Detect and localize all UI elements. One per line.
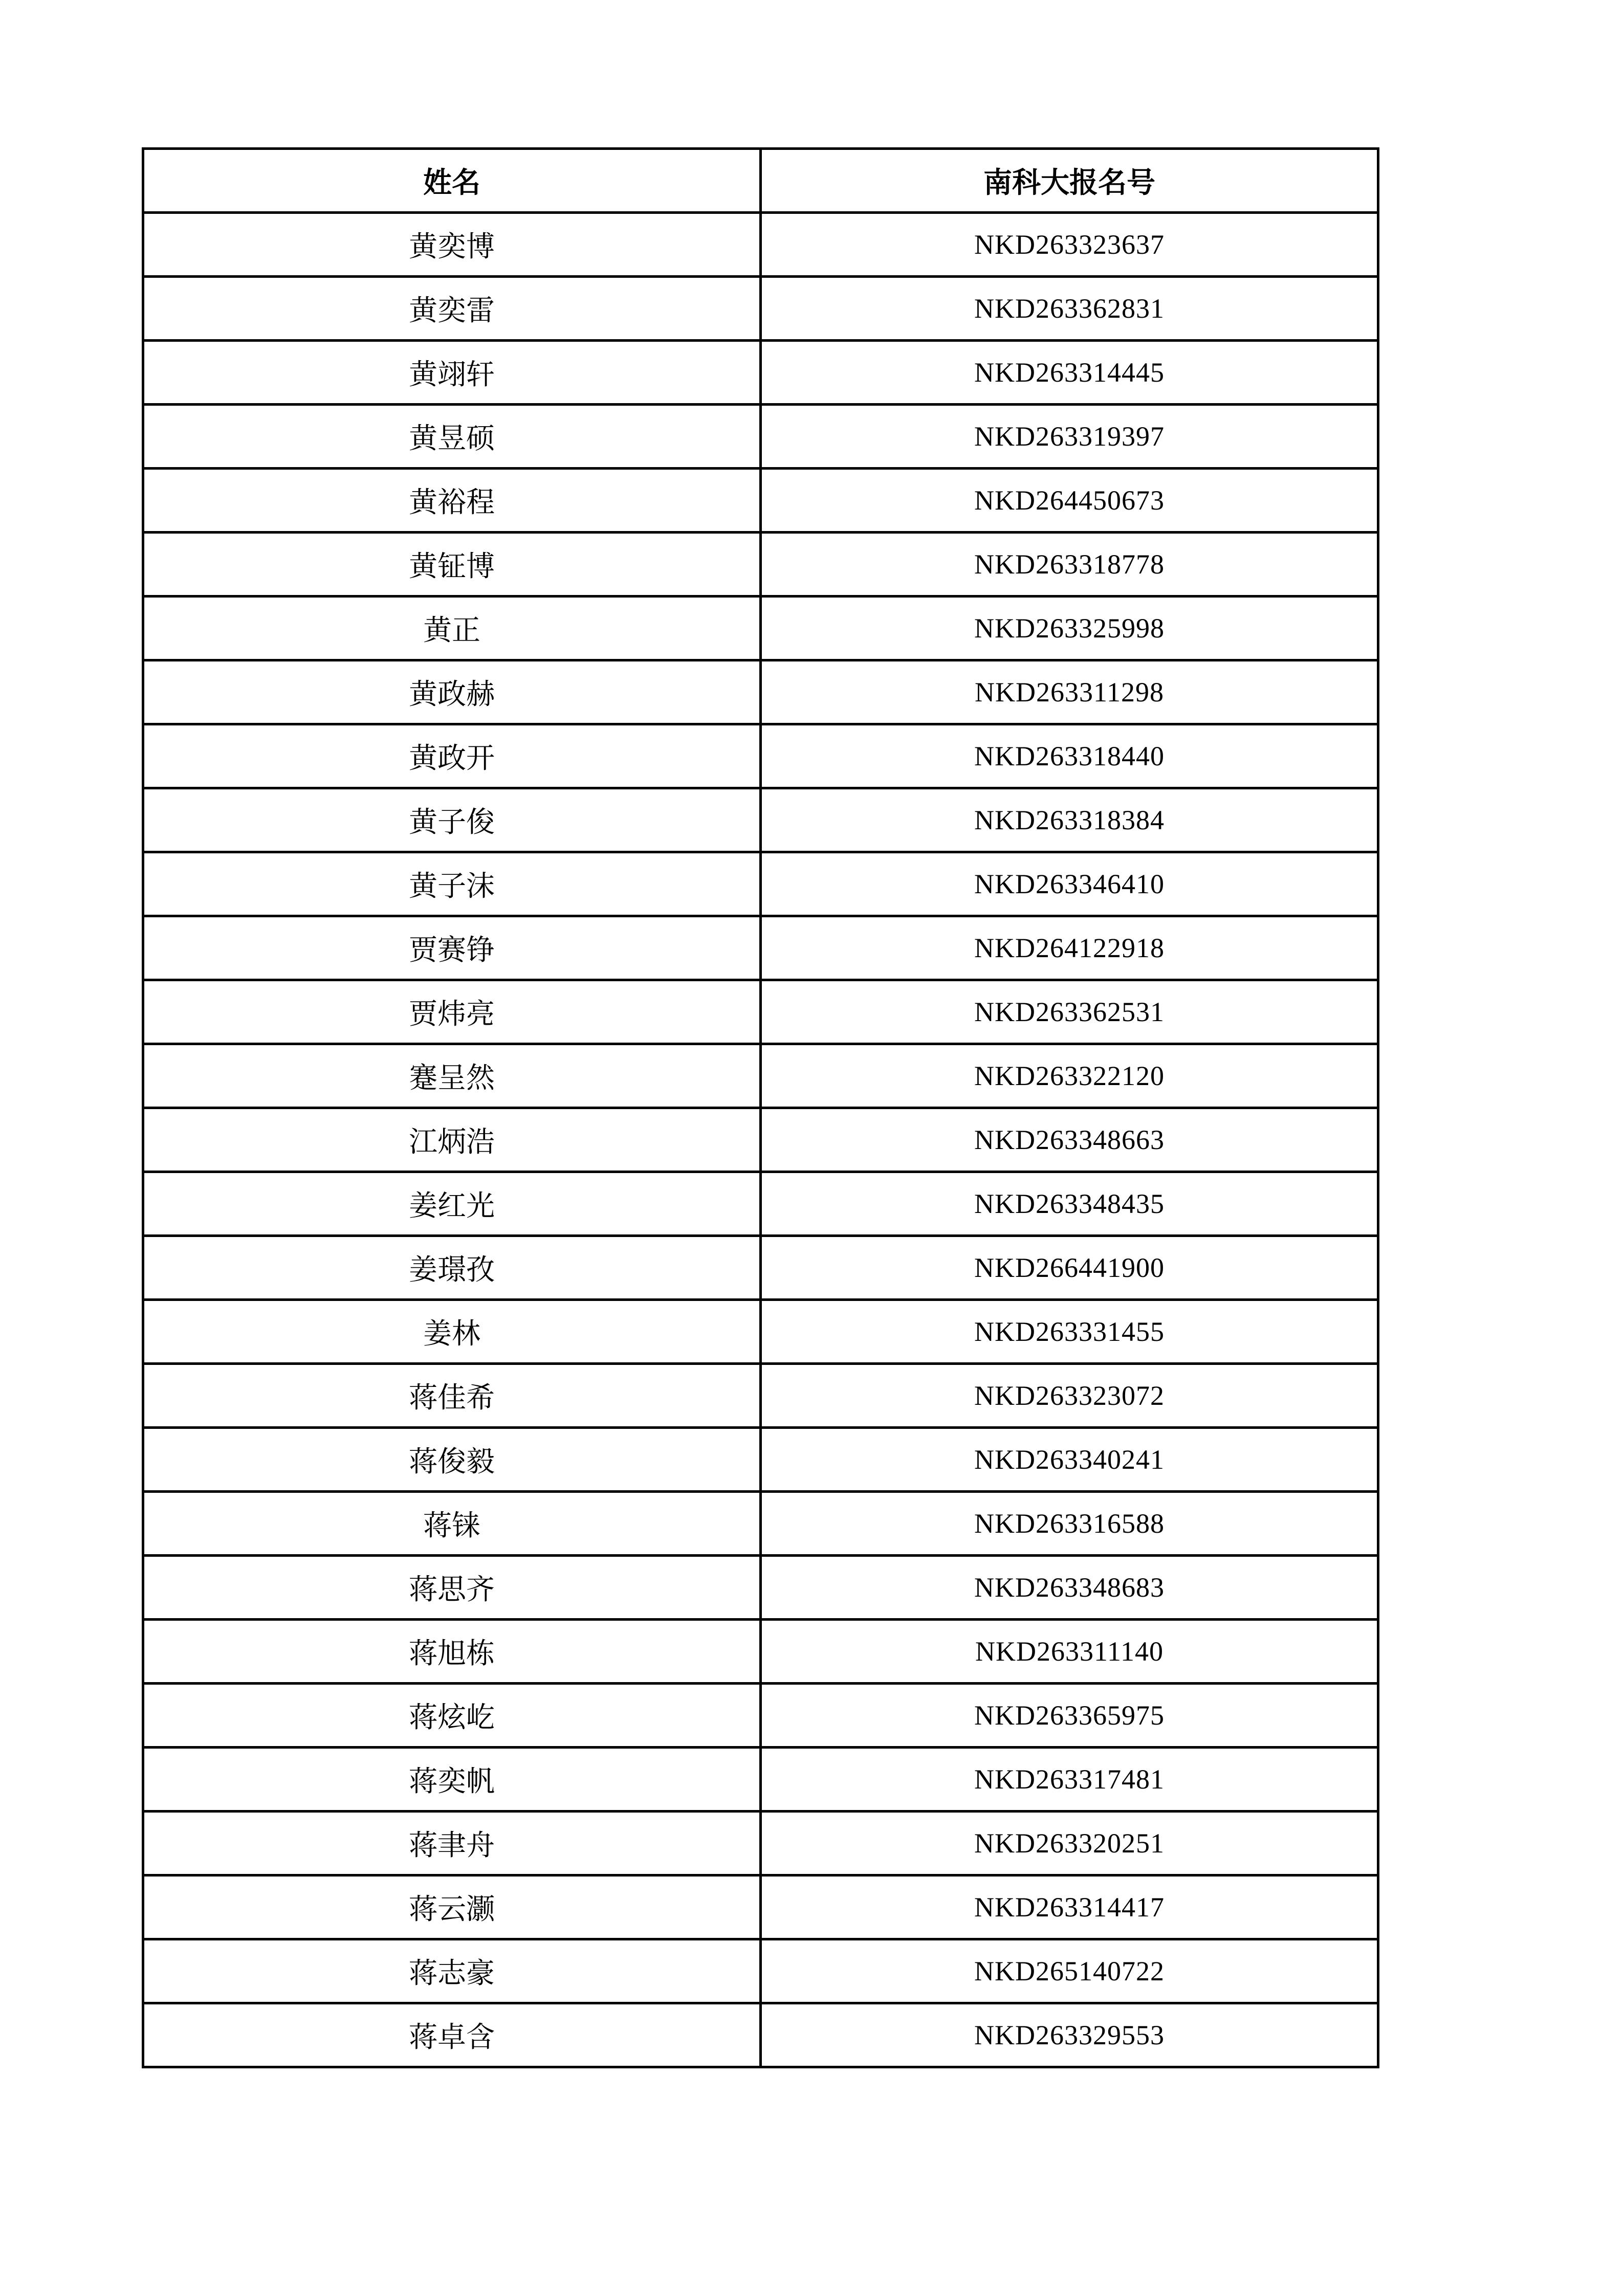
registration-number: NKD263318778 — [761, 533, 1378, 597]
table-row — [143, 788, 1378, 852]
registration-number: NKD263348683 — [761, 1556, 1378, 1620]
registration-number: NKD263318384 — [761, 788, 1378, 852]
student-name: 蒋奕帆 — [143, 1748, 761, 1812]
student-name: 黄政赫 — [143, 660, 761, 724]
registration-number: NKD263323072 — [761, 1364, 1378, 1428]
registration-number: NKD263323637 — [761, 213, 1378, 277]
table-row — [143, 597, 1378, 660]
registration-number: NKD263331455 — [761, 1300, 1378, 1364]
registration-number: NKD263329553 — [761, 2003, 1378, 2067]
student-name: 蒋俊毅 — [143, 1428, 761, 1492]
table-body — [143, 213, 1378, 2067]
student-name: 蒋佳希 — [143, 1364, 761, 1428]
registration-number: NKD263362531 — [761, 980, 1378, 1044]
registration-number: NKD263365975 — [761, 1684, 1378, 1748]
table-row — [143, 1044, 1378, 1108]
registration-number: NKD263318440 — [761, 724, 1378, 788]
student-name: 蹇呈然 — [143, 1044, 761, 1108]
registration-number: NKD264122918 — [761, 916, 1378, 980]
student-name: 蒋炫屹 — [143, 1684, 761, 1748]
registration-number: NKD263322120 — [761, 1044, 1378, 1108]
table-row — [143, 852, 1378, 916]
registration-number: NKD263325998 — [761, 597, 1378, 660]
registration-number: NKD263362831 — [761, 277, 1378, 341]
table-row — [143, 1620, 1378, 1684]
registration-number: NKD263348663 — [761, 1108, 1378, 1172]
table-row — [143, 1812, 1378, 1875]
student-name: 江炳浩 — [143, 1108, 761, 1172]
student-name: 黄奕博 — [143, 213, 761, 277]
table-row — [143, 1492, 1378, 1556]
table-row — [143, 1364, 1378, 1428]
registration-number: NKD265140722 — [761, 1939, 1378, 2003]
table-row — [143, 1748, 1378, 1812]
student-name: 黄钲博 — [143, 533, 761, 597]
table-row — [143, 1939, 1378, 2003]
table-row — [143, 980, 1378, 1044]
student-name: 黄子沫 — [143, 852, 761, 916]
registration-number: NKD263340241 — [761, 1428, 1378, 1492]
table-row — [143, 2003, 1378, 2067]
table-header — [143, 149, 1378, 213]
table-row — [143, 1556, 1378, 1620]
header-name: 姓名 — [143, 149, 761, 213]
registration-number: NKD263311140 — [761, 1620, 1378, 1684]
student-name: 贾炜亮 — [143, 980, 761, 1044]
student-name: 黄正 — [143, 597, 761, 660]
table-row — [143, 533, 1378, 597]
registration-number: NKD263317481 — [761, 1748, 1378, 1812]
registration-number: NKD266441900 — [761, 1236, 1378, 1300]
table-row — [143, 660, 1378, 724]
student-name: 贾赛铮 — [143, 916, 761, 980]
table-row — [143, 724, 1378, 788]
student-name: 蒋云灏 — [143, 1875, 761, 1939]
registration-number: NKD264450673 — [761, 469, 1378, 533]
registration-number: NKD263314417 — [761, 1875, 1378, 1939]
student-name: 姜林 — [143, 1300, 761, 1364]
student-name: 黄政开 — [143, 724, 761, 788]
student-name: 姜红光 — [143, 1172, 761, 1236]
student-name: 蒋思齐 — [143, 1556, 761, 1620]
table-row — [143, 916, 1378, 980]
registration-number: NKD263348435 — [761, 1172, 1378, 1236]
table-row — [143, 277, 1378, 341]
table-row — [143, 1172, 1378, 1236]
admission-table — [142, 147, 1379, 2068]
registration-number: NKD263319397 — [761, 405, 1378, 469]
student-name: 黄裕程 — [143, 469, 761, 533]
registration-number: NKD263316588 — [761, 1492, 1378, 1556]
student-name: 蒋卓含 — [143, 2003, 761, 2067]
registration-number: NKD263311298 — [761, 660, 1378, 724]
student-name: 黄昱硕 — [143, 405, 761, 469]
header-registration-number: 南科大报名号 — [761, 149, 1378, 213]
table-row — [143, 1108, 1378, 1172]
table-row — [143, 1236, 1378, 1300]
table-row — [143, 1428, 1378, 1492]
student-name: 黄翊轩 — [143, 341, 761, 405]
student-name: 黄奕雷 — [143, 277, 761, 341]
registration-number: NKD263320251 — [761, 1812, 1378, 1875]
student-name: 蒋旭栋 — [143, 1620, 761, 1684]
student-name: 蒋聿舟 — [143, 1812, 761, 1875]
student-name: 蒋志豪 — [143, 1939, 761, 2003]
table-row — [143, 469, 1378, 533]
table-row — [143, 405, 1378, 469]
table-row — [143, 1875, 1378, 1939]
header-row — [143, 149, 1378, 213]
student-name: 蒋铼 — [143, 1492, 761, 1556]
student-name: 黄子俊 — [143, 788, 761, 852]
table-row — [143, 341, 1378, 405]
student-name: 姜璟孜 — [143, 1236, 761, 1300]
table-row — [143, 1300, 1378, 1364]
registration-number: NKD263346410 — [761, 852, 1378, 916]
table-row — [143, 1684, 1378, 1748]
registration-number: NKD263314445 — [761, 341, 1378, 405]
table-row — [143, 213, 1378, 277]
